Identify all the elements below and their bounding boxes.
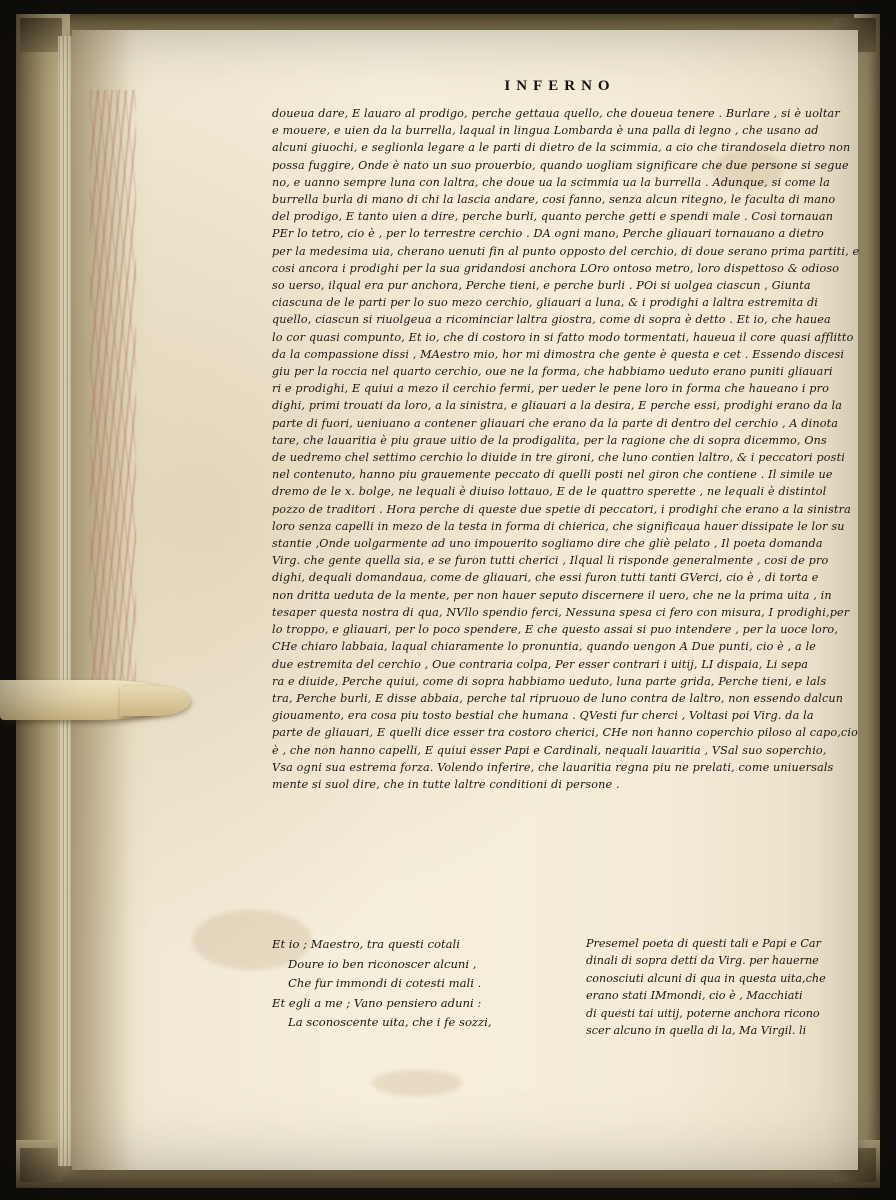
commentary-line: parte di fuori, ueniuano a contener gliauari che erano da la parte di dentro del cerchio , A dinota xyxy=(272,416,839,430)
commentary-line: da la compassione dissi , MAestro mio, hor mi dimostra che gente è questa e cet . Essendo discesi xyxy=(272,347,845,361)
commentary-line: quello, ciascun si riuolgeua a ricominciar laltra giostra, come di sopra è detto . Et io, che hauea xyxy=(272,313,831,327)
gloss-line: conosciuti alcuni di qua in questa uita,che xyxy=(586,971,826,985)
commentary-line: parte de gliauari, E quelli dice esser tra costoro cherici, CHe non hanno coperchio piloso al capo,cio xyxy=(272,726,858,740)
commentary-line: possa fuggire, Onde è nato un suo prouerbio, quando uogliam significare che due persone si segue xyxy=(272,158,849,172)
commentary-line: mente si suol dire, che in tutte laltre conditioni di persone . xyxy=(272,777,620,791)
gloss-line: scer alcuno in quella di la, Ma Virgil. li xyxy=(586,1024,807,1038)
commentary-line: nel contenuto, hanno piu grauemente peccato di quelli posti nel giron che contiene . Il simile ue xyxy=(272,468,833,482)
cover-corner-bottom-left xyxy=(20,1148,62,1182)
verse-column xyxy=(272,935,568,1039)
commentary-line: giu per la roccia nel quarto cerchio, oue ne la forma, che habbiamo ueduto erano puniti gliauari xyxy=(272,365,833,379)
commentary-line: tare, che lauaritia è piu graue uitio de la prodigalita, per la ragione che di sopra dicemmo, Ons xyxy=(272,433,827,447)
gloss-line: erano stati IMmondi, cio è , Macchiati xyxy=(586,989,803,1003)
verse-line: Che fur immondi di cotesti mali . xyxy=(288,976,482,990)
gloss-line: di questi tai uitij, poterne anchora ricono xyxy=(586,1006,820,1020)
commentary-line: ra e diuide, Perche quiui, come di sopra habbiamo ueduto, luna parte grida, Perche tieni, e lals xyxy=(272,674,827,688)
commentary-line: lo cor quasi compunto, Et io, che di costoro in si fatto modo tormentati, haueua il core quasi afflitto xyxy=(272,330,854,344)
commentary-line: lo troppo, e gliauari, per lo poco spendere, E che questo assai si puo intendere , per la uoce loro, xyxy=(272,623,839,637)
commentary-line: non dritta ueduta de la mente, per non hauer seputo discernere il uero, che ne la prima uita , in xyxy=(272,588,832,602)
marbled-stain xyxy=(90,90,136,710)
commentary-line: ri e prodighi, E quiui a mezo il cerchio fermi, per ueder le pene loro in forma che haueano i pro xyxy=(272,382,829,396)
running-head: INFERNO xyxy=(504,78,616,94)
commentary-line: no, e uanno sempre luna con laltra, che doue ua la scimmia ua la burrella . Adunque, si come la xyxy=(272,175,830,189)
commentary-text xyxy=(272,105,860,793)
commentary-line: ciascuna de le parti per lo suo mezo cerchio, gliauari a luna, & i prodighi a laltra estremita di xyxy=(272,296,819,310)
commentary-line: giouamento, era cosa piu tosto bestial che humana . QVesti fur cherci , Voltasi poi Virg. da la xyxy=(272,709,814,723)
commentary-line: CHe chiaro labbaia, laqual chiaramente lo pronuntia, quando uengon A Due punti, cio è , a le xyxy=(272,640,817,654)
verse-line: Et io ; Maestro, tra questi cotali xyxy=(272,937,460,951)
main-text-block xyxy=(272,78,860,793)
verse-line: Et egli a me ; Vano pensiero aduni : xyxy=(272,995,482,1010)
commentary-line: è , che non hanno capelli, E quiui esser Papi e Cardinali, nequali lauaritia , VSal suo soperchio, xyxy=(272,743,827,757)
book-object xyxy=(16,14,880,1188)
commentary-line: e mouere, e uien da la burrella, laqual in lingua Lombarda è una palla di legno , che usano ad xyxy=(272,124,819,138)
commentary-line: tesaper questa nostra di qua, NVllo spendio ferci, Nessuna spesa ci fero con misura, I prodighi,per xyxy=(272,605,850,619)
commentary-line: pozzo de traditori . Hora perche di queste due spetie di peccatori, i prodighi che erano a la sinistra xyxy=(272,502,851,516)
cover-corner-top-left xyxy=(20,18,62,52)
gloss-line: dinali di sopra detti da Virg. per hauerne xyxy=(586,954,819,968)
commentary-line: Vsa ogni sua estrema forza. Volendo inferire, che lauaritia regna piu ne prelati, come uniuersals xyxy=(272,760,834,774)
lower-two-column-section xyxy=(272,935,858,1039)
page-leaf xyxy=(72,30,858,1170)
commentary-line: PEr lo tetro, cio è , per lo terrestre cerchio . DA ogni mano, Perche gliauari tornauano a dietro xyxy=(272,227,824,241)
commentary-line: stantie ,Onde uolgarmente ad uno impouerito sogliamo dire che gliè pelato , Il poeta domanda xyxy=(272,537,823,551)
commentary-line: cosi ancora i prodighi per la sua gridandosi anchora LOro ontoso metro, loro dispettoso & odioso xyxy=(272,261,840,275)
commentary-line: per la medesima uia, cherano uenuti fin al punto opposto del cerchio, di doue serano prima partiti, e xyxy=(272,244,860,258)
commentary-line: del prodigo, E tanto uien a dire, perche burli, quanto perche getti e spendi male . Cosi tornauan xyxy=(272,210,834,224)
commentary-line: doueua dare, E lauaro al prodigo, perche gettaua quello, che doueua tenere . Burlare , si è uoltar xyxy=(272,107,840,120)
foxing-spot xyxy=(372,1070,462,1096)
commentary-line: loro senza capelli in mezo de la testa in forma di chierica, che significaua hauer dissipate le lor su xyxy=(272,519,845,533)
commentary-line: dighi, primi trouati da loro, a la sinistra, e gliauari a la desira, E perche essi, prodighi erano da la xyxy=(272,399,843,413)
commentary-line: dremo de le x. bolge, ne lequali è diuiso lottauo, E de le quattro sperette , ne lequali è distintol xyxy=(272,485,827,499)
commentary-line: due estremita del cerchio , Oue contraria colpa, Per esser contrari i uitij, LI dispaia, Li sepa xyxy=(272,657,809,671)
commentary-line: alcuni giuochi, e seglionla legare a le parti di dietro de la scimmia, a cio che tirandosela dietro non xyxy=(272,141,851,155)
commentary-line: so uerso, ilqual era pur anchora, Perche tieni, e perche burli . POi si uolgea ciascun , Giunta xyxy=(272,279,811,293)
commentary-line: burrella burla di mano di chi la lascia andare, cosi fanno, senza alcun ritegno, le faculta di mano xyxy=(272,193,836,207)
gloss-line: Presemel poeta di questi tali e Papi e Car xyxy=(586,937,821,950)
verse-line: La sconoscente uita, che i fe sozzi, xyxy=(288,1015,492,1029)
commentary-line: dighi, dequali domandaua, come de gliauari, che essi furon tutti tanti GVerci, cio è , di torta e xyxy=(272,571,819,585)
commentary-line: de uedremo chel settimo cerchio lo diuide in tre gironi, che luno contien laltro, & i peccatori posti xyxy=(272,451,845,465)
commentary-line: tra, Perche burli, E disse abbaia, perche tal ripruouo de luno contra de laltro, non essendo dalcun xyxy=(272,691,844,705)
gloss-column xyxy=(586,935,842,1039)
commentary-line: Virg. che gente quella sia, e se furon tutti cherici , Ilqual li risponde generalmente , cosi de pro xyxy=(272,554,829,568)
verse-line: Doure io ben riconoscer alcuni , xyxy=(288,956,477,971)
